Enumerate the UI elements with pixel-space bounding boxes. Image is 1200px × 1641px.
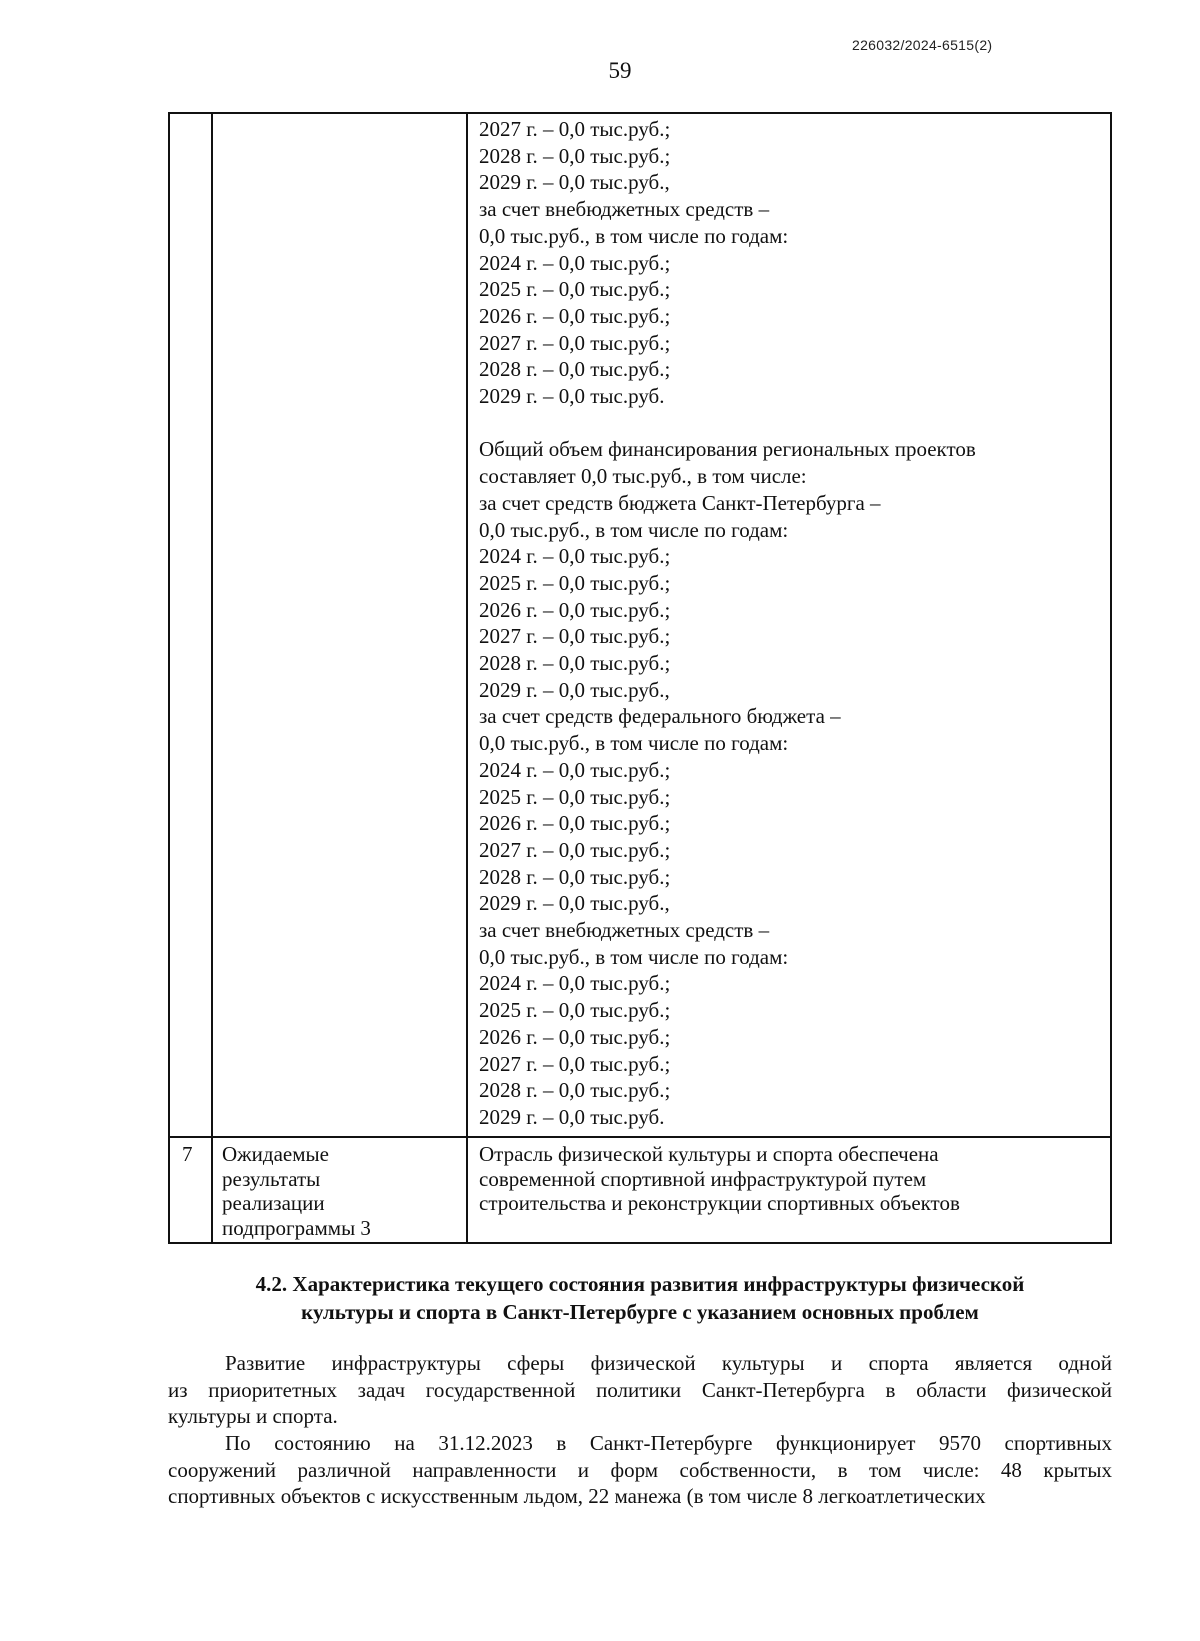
financing-line: за счет средств федерального бюджета –: [479, 704, 841, 729]
table-column-divider: [466, 114, 468, 1242]
financing-line: 2025 г. – 0,0 тыс.руб.;: [479, 998, 671, 1023]
financing-line: 2029 г. – 0,0 тыс.руб.,: [479, 170, 670, 195]
financing-line: 0,0 тыс.руб., в том числе по годам:: [479, 944, 789, 969]
table-row-divider: [170, 1136, 1110, 1138]
financing-line: 2026 г. – 0,0 тыс.руб.;: [479, 303, 671, 328]
financing-line: 0,0 тыс.руб., в том числе по годам:: [479, 731, 789, 756]
financing-line: 0,0 тыс.руб., в том числе по годам:: [479, 223, 789, 248]
financing-line: 2028 г. – 0,0 тыс.руб.;: [479, 357, 671, 382]
heading-line: 4.2. Характеристика текущего состояния развития инфраструктуры физической: [255, 1272, 1025, 1296]
financing-line: составляет 0,0 тыс.руб., в том числе:: [479, 464, 807, 489]
financing-line: 2028 г. – 0,0 тыс.руб.;: [479, 143, 671, 168]
financing-line: 2027 г. – 0,0 тыс.руб.;: [479, 1051, 671, 1076]
row-label-line: результаты: [222, 1166, 321, 1191]
paragraph-line: спортивных объектов с искусственным льдом, 22 манежа (в том числе 8 легкоатлетических: [168, 1484, 986, 1508]
document-number: 226032/2024-6515(2): [852, 37, 993, 53]
financing-line: 2027 г. – 0,0 тыс.руб.;: [479, 117, 671, 141]
financing-line: 2026 г. – 0,0 тыс.руб.;: [479, 597, 671, 622]
financing-line: 2029 г. – 0,0 тыс.руб.: [479, 384, 665, 409]
row-value-line: строительства и реконструкции спортивных объектов: [479, 1191, 960, 1215]
row-value: [479, 1142, 960, 1216]
financing-line: [479, 410, 976, 437]
row-value-line: современной спортивной инфраструктурой путем: [479, 1166, 927, 1191]
row-number: 7: [182, 1142, 193, 1166]
paragraph-line: из приоритетных задач государственной политики Санкт-Петербурга в области физической: [168, 1377, 1112, 1402]
financing-line: 2027 г. – 0,0 тыс.руб.;: [479, 837, 671, 862]
table-column-divider: [211, 114, 213, 1242]
passport-table: [168, 112, 1112, 1244]
financing-line: 2026 г. – 0,0 тыс.руб.;: [479, 811, 671, 836]
financing-line: 2028 г. – 0,0 тыс.руб.;: [479, 651, 671, 676]
section-heading: [168, 1270, 1112, 1326]
page-number: 59: [608, 58, 632, 83]
financing-line: 2024 г. – 0,0 тыс.руб.;: [479, 971, 671, 996]
financing-text-block: [479, 116, 976, 1131]
financing-line: за счет внебюджетных средств –: [479, 197, 770, 222]
financing-line: 2027 г. – 0,0 тыс.руб.;: [479, 330, 671, 355]
financing-line: за счет средств бюджета Санкт-Петербурга –: [479, 490, 881, 515]
financing-line: 2029 г. – 0,0 тыс.руб.: [479, 1105, 665, 1129]
financing-line: 2025 г. – 0,0 тыс.руб.;: [479, 277, 671, 302]
paragraph-line: сооружений различной направленности и форм собственности, в том числе: 48 крытых: [168, 1457, 1112, 1482]
financing-line: 2027 г. – 0,0 тыс.руб.;: [479, 624, 671, 649]
financing-line: Общий объем финансирования региональных проектов: [479, 437, 976, 462]
financing-line: 2029 г. – 0,0 тыс.руб.,: [479, 891, 670, 916]
paragraph-line: культуры и спорта.: [168, 1404, 338, 1428]
financing-line: 2029 г. – 0,0 тыс.руб.,: [479, 677, 670, 702]
financing-line: 2025 г. – 0,0 тыс.руб.;: [479, 784, 671, 809]
financing-line: 2026 г. – 0,0 тыс.руб.;: [479, 1024, 671, 1049]
financing-line: за счет внебюджетных средств –: [479, 918, 770, 943]
financing-line: 2024 г. – 0,0 тыс.руб.;: [479, 757, 671, 782]
financing-line: 2025 г. – 0,0 тыс.руб.;: [479, 570, 671, 595]
financing-line: 2028 г. – 0,0 тыс.руб.;: [479, 1078, 671, 1103]
financing-line: 0,0 тыс.руб., в том числе по годам:: [479, 517, 789, 542]
financing-line: 2024 г. – 0,0 тыс.руб.;: [479, 544, 671, 569]
paragraph-line: По состоянию на 31.12.2023 в Санкт-Петербурге функционирует 9570 спортивных: [225, 1431, 1112, 1455]
row-label-line: Ожидаемые: [222, 1142, 329, 1166]
row-label: [222, 1142, 371, 1240]
financing-line: 2024 г. – 0,0 тыс.руб.;: [479, 250, 671, 275]
paragraph-line: Развитие инфраструктуры сферы физической культуры и спорта является одной: [225, 1351, 1112, 1375]
financing-line: 2028 г. – 0,0 тыс.руб.;: [479, 864, 671, 889]
paragraph: [168, 1430, 1112, 1510]
row-value-line: Отрасль физической культуры и спорта обеспечена: [479, 1142, 939, 1166]
heading-line: культуры и спорта в Санкт-Петербурге с указанием основных проблем: [301, 1300, 979, 1324]
row-label-line: реализации: [222, 1191, 325, 1215]
paragraph: [168, 1350, 1112, 1430]
row-label-line: подпрограммы 3: [222, 1215, 371, 1240]
